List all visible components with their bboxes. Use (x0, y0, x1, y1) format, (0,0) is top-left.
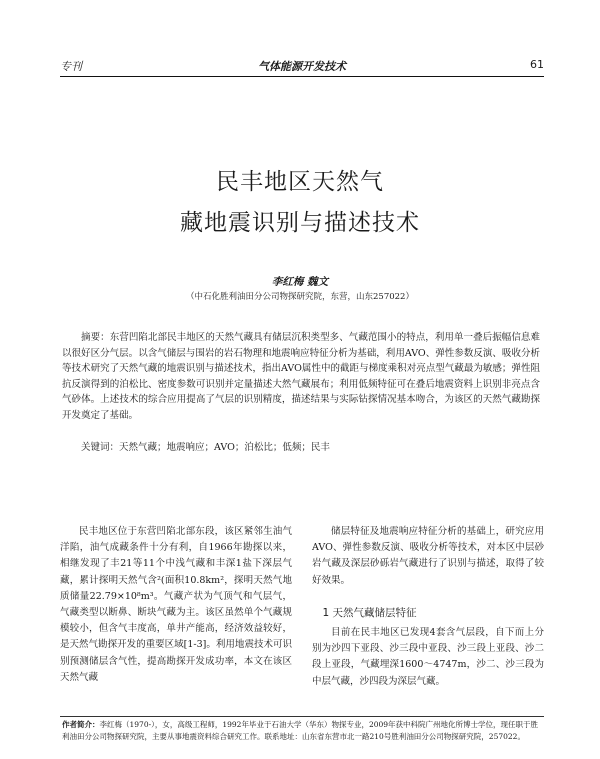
keywords (62, 439, 540, 453)
header-rule (60, 76, 544, 77)
abstract (62, 330, 540, 424)
abstract-text: 东营凹陷北部民丰地区的天然气藏具有储层沉积类型多、气藏范围小的特点，利用单一叠后振幅信息难以很好区分气层。以含气储层与围岩的岩石物理和地震响应特征分析为基础，利用AVO、弹性参数反演、吸收分析等技术研究了天然气藏的地震识别与描述技术，指出AVO属性中的截距与梯度乘积对亮点型气藏最为敏感；弹性阻抗反演得到的泊松比、密度参数可识别并定量描述大然气藏展布；利用低频特征可在叠后地震资料上识别非亮点含气砂体。上述技术的综合应用提高了气层的识别精度，描述结果与实际钻探情况基本吻合，为该区的天然气藏勘探开发奠定了基础。 (62, 332, 540, 421)
footnote-text: 李红梅（1970-），女，高级工程师，1992年毕业于石油大学（华东）物探专业，2009年获中科院广州地化所博士学位，现任职于胜利油田分公司物探研究院，主要从事地震资料综合研究工作。联系地址：山东省东营市北一路210号胜利油田分公司物探研究院，257022。 (62, 720, 539, 741)
article-title-line2: 藏地震识别与描述技术 (180, 210, 420, 236)
section-1-heading: 1 天然气藏储层特征 (322, 606, 417, 619)
abstract-label: 摘要： (81, 332, 110, 343)
keywords-text: 天然气藏；地震响应；AVO；泊松比；低频；民丰 (119, 442, 330, 453)
header-column-name: 专刊 (60, 60, 82, 73)
header-page-number: 61 (530, 58, 544, 71)
page-header (60, 58, 544, 76)
article-title-line1: 民丰地区天然气 (216, 169, 384, 195)
intro-paragraph: 民丰地区位于东营凹陷北部东段，该区紧邻生油气洋陷，油气成藏条件十分有利，自1966年勘探以来，相继发现了丰21等11个中浅气藏和丰深1盐下深层气藏，累计探明天然气含²(面积10.8km²，探明天然气地质储量22.79×10⁸m³。气藏产状为气顶气和气层气，气藏类型以断鼻、断块气藏为主。该区虽然单个气藏规模较小，但含气丰度高，单井产能高，经济效益较好，是天然气勘探开发的重要区域[1-3]。利用地震技术可识别预测储层含气性，提高勘探开发成功率，本文在该区天然气藏 (60, 526, 292, 683)
footnote-rule (60, 716, 544, 717)
section-1-paragraph: 目前在民丰地区已发现4套含气层段，自下而上分别为沙四下亚段、沙三段中亚段、沙三段上亚段、沙二段上亚段，气藏埋深1600～4747m，沙二、沙三段为中层气藏，沙四段为深层气藏。 (312, 627, 544, 687)
footnote-label: 作者简介： (62, 720, 100, 729)
header-journal-title: 气体能源开发技术 (258, 60, 346, 73)
author-footnote (62, 719, 540, 743)
authors: 李红梅 魏文 (271, 276, 329, 288)
body-left-column (60, 524, 292, 686)
body-right-column (312, 524, 544, 690)
keywords-label: 关键词： (81, 442, 120, 453)
intro-paragraph-continued: 储层特征及地震响应特征分析的基础上，研究应用AVO、弹性参数反演、吸收分析等技术，对本区中层砂岩气藏及深层砂砾岩气藏进行了识别与描述，取得了较好效果。 (312, 526, 544, 586)
affiliation: （中石化胜利油田分公司物探研究院，东营，山东257022） (186, 292, 414, 302)
